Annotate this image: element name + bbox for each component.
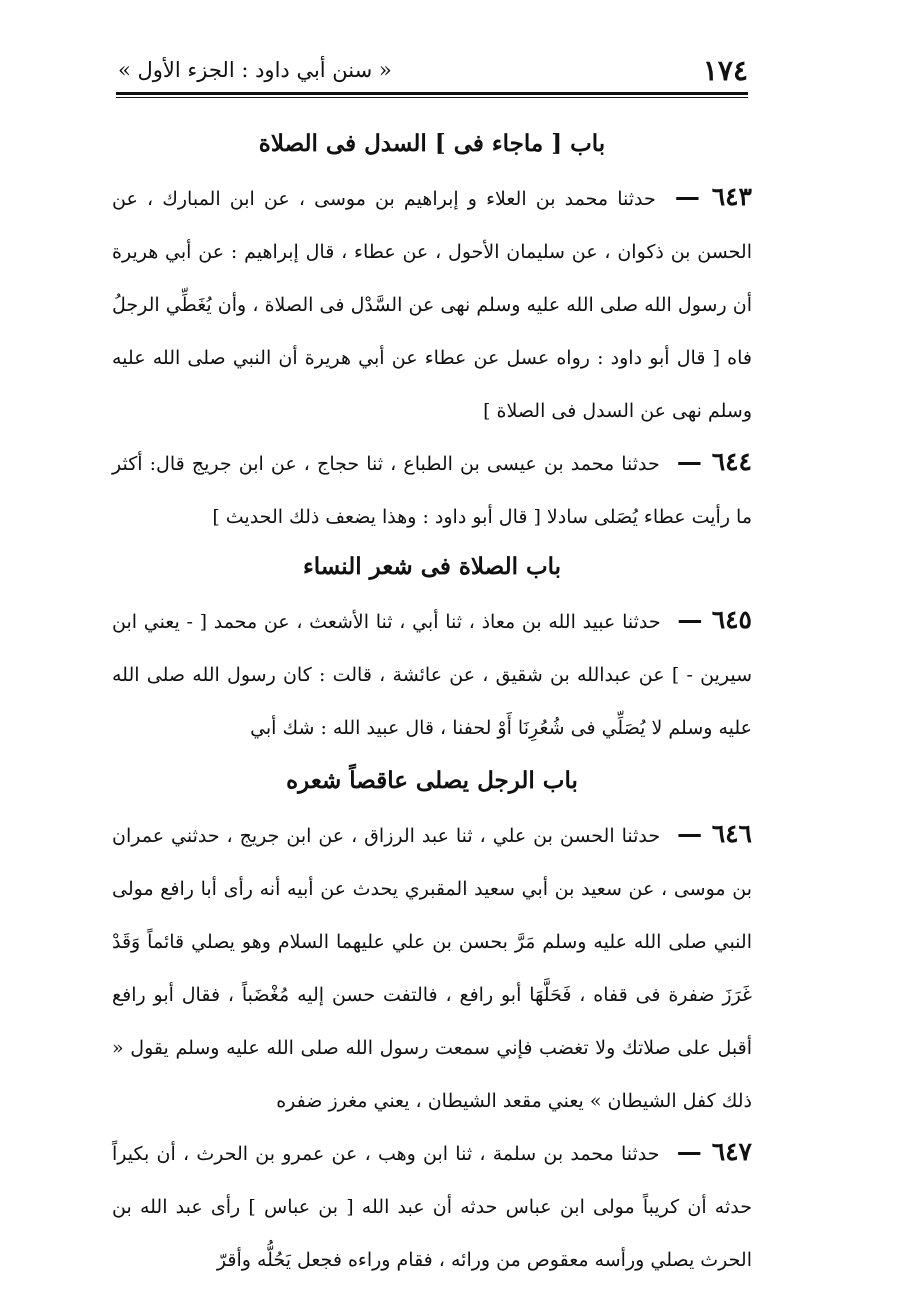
header-rule xyxy=(116,92,748,98)
chapter-heading: باب الرجل يصلى عاقصاً شعره xyxy=(286,767,578,794)
hadith-number: ٦٤٣ — xyxy=(674,182,752,211)
hadith-number: ٦٤٤ — xyxy=(676,447,752,476)
hadith-text: حدثنا محمد بن سلمة ، ثنا ابن وهب ، عن عمرو بن الحرث ، أن بكيراً حدثه أن كريباً مولى ابن عباس حدثه أن عبد الله [ بن عباس ] رأى عبد الله بن الحرث يصلي ورأسه معقوص من ورائه ، فقام وراءه فجعل يَحُلُّه وأقرّ xyxy=(112,1143,752,1271)
running-title: « سنن أبي داود : الجزء الأول » xyxy=(118,58,392,82)
hadith-text: حدثنا محمد بن عيسى بن الطباع ، ثنا حجاج ، عن ابن جريج قال: أكثر ما رأيت عطاء يُصَلى سادلا [ قال أبو داود : وهذا يضعف ذلك الحديث ] xyxy=(112,453,752,528)
hadith-paragraph xyxy=(112,593,752,755)
page-number: ١٧٤ xyxy=(702,53,748,87)
hadith-paragraph xyxy=(112,170,752,435)
chapter-heading: باب [ ماجاء فى ] السدل فى الصلاة xyxy=(258,130,606,157)
page-body xyxy=(112,118,752,1284)
hadith-text: حدثنا عبيد الله بن معاذ ، ثنا أبي ، ثنا الأشعث ، عن محمد [ - يعني ابن سيرين - ] عن عبدالله بن شقيق ، عن عائشة ، قالت : كان رسول الله صلى الله عليه وسلم لا يُصَلِّي فى شُعُرِنَا أَوْ لحفنا ، قال عبيد الله : شك أبي xyxy=(112,611,752,739)
chapter-heading: باب الصلاة فى شعر النساء xyxy=(302,553,562,580)
hadith-number: ٦٤٧ — xyxy=(676,1137,752,1166)
hadith-text: حدثنا محمد بن العلاء و إبراهيم بن موسى ، عن ابن المبارك ، عن الحسن بن ذكوان ، عن سليمان الأحول ، عن عطاء ، قال إبراهيم : عن أبي هريرة أن رسول الله صلى الله عليه وسلم نهى عن السَّدْل فى الصلاة ، وأن يُغَطِّي الرجلُ فاه [ قال أبو داود : رواه عسل عن عطاء عن أبي هريرة أن النبي صلى الله عليه وسلم نهى عن السدل فى الصلاة ] xyxy=(112,188,752,422)
hadith-number: ٦٤٦ — xyxy=(677,819,752,848)
hadith-paragraph xyxy=(112,807,752,1125)
hadith-number: ٦٤٥ — xyxy=(677,605,752,634)
page-header xyxy=(118,48,748,92)
hadith-paragraph xyxy=(112,435,752,541)
hadith-text: حدثنا الحسن بن علي ، ثنا عبد الرزاق ، عن ابن جريج ، حدثني عمران بن موسى ، عن سعيد بن أبي سعيد المقبري يحدث عن أبيه أنه رأى أبا رافع مولى النبي صلى الله عليه وسلم مَرَّ بحسن بن علي عليهما السلام وهو يصلي قائماً وَقَدْ غَرَزَ ضفرة فى قفاه ، فَحَلَّهَا أبو رافع ، فالتفت حسن إليه مُغْضَباً ، فقال أبو رافع أقبل على صلاتك ولا تغضب فإني سمعت رسول الله صلى الله عليه وسلم يقول « ذلك كفل الشيطان » يعني مقعد الشيطان ، يعني مغرز ضفره xyxy=(112,825,752,1112)
hadith-paragraph xyxy=(112,1125,752,1284)
